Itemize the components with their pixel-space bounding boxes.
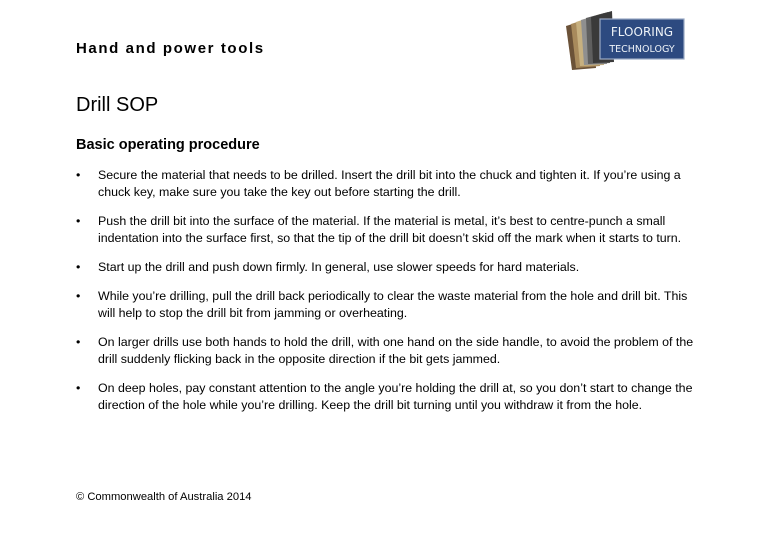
bullet-icon: • xyxy=(76,335,81,349)
step-text: Secure the material that needs to be drilled. Insert the drill bit into the chuck and tighten it. If you’re using a chuck key, make sure you take the key out before starting the drill. xyxy=(98,168,681,199)
header-title: Hand and power tools xyxy=(76,40,265,57)
logo-text-line-2: TECHNOLOGY xyxy=(609,44,675,55)
procedure-step xyxy=(76,167,696,201)
procedure-list xyxy=(76,167,696,426)
procedure-step xyxy=(76,213,696,247)
bullet-icon: • xyxy=(76,260,81,274)
logo-text-line-1: FLOORING xyxy=(610,25,674,39)
step-text: While you’re drilling, pull the drill back periodically to clear the waste material from the hole and drill bit. This will help to stop the drill bit from jamming or overheating. xyxy=(98,289,688,320)
bullet-icon: • xyxy=(76,168,81,182)
procedure-step xyxy=(76,259,696,276)
step-text: Push the drill bit into the surface of the material. If the material is metal, it’s best to centre-punch a small indentation into the surface first, so that the tip of the drill bit doesn’t skid off the mark when it starts to turn. xyxy=(98,214,682,245)
step-text: Start up the drill and push down firmly. In general, use slower speeds for hard materials. xyxy=(98,260,580,274)
copyright-notice: © Commonwealth of Australia 2014 xyxy=(76,491,252,503)
bullet-icon: • xyxy=(76,289,81,303)
step-text: On deep holes, pay constant attention to the angle you’re holding the drill at, so you don’t start to change the direction of the hole while you’re drilling. Keep the drill bit turning until you withdraw it from the hole. xyxy=(98,381,693,412)
procedure-step xyxy=(76,334,696,368)
step-text: On larger drills use both hands to hold the drill, with one hand on the side handle, to avoid the problem of the drill suddenly flicking back in the opposite direction if the bit gets jammed. xyxy=(98,335,694,366)
bullet-icon: • xyxy=(76,214,81,228)
document-title: Drill SOP xyxy=(76,94,159,116)
procedure-step xyxy=(76,380,696,414)
bullet-icon: • xyxy=(76,381,81,395)
section-heading: Basic operating procedure xyxy=(76,137,260,153)
flooring-technology-logo xyxy=(562,10,686,72)
procedure-step xyxy=(76,288,696,322)
